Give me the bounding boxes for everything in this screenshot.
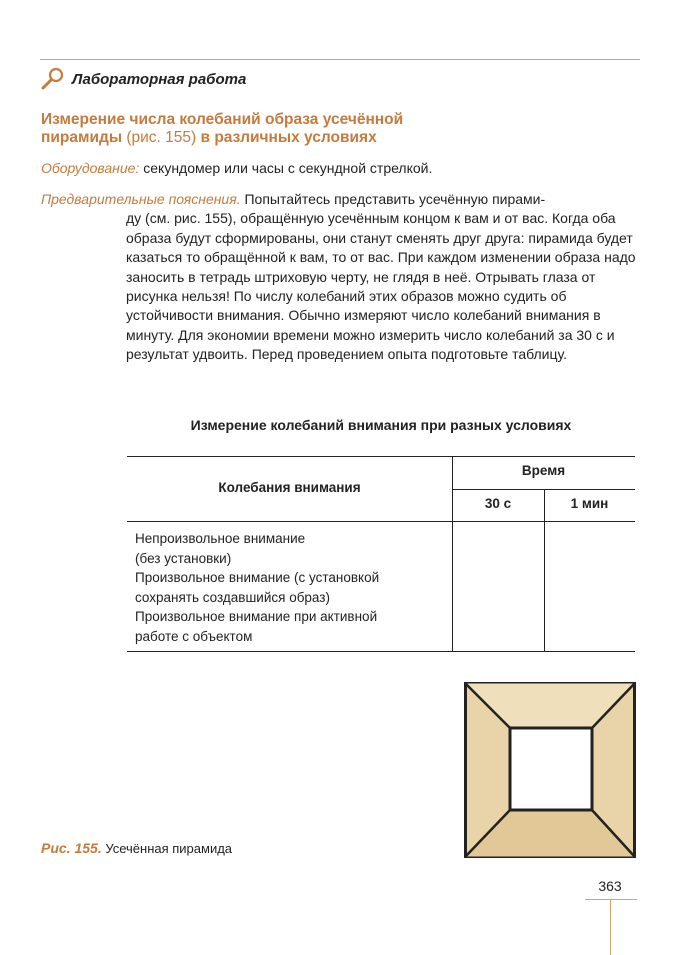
title-line-1: Измерение числа колебаний образа усечённой [41, 111, 404, 128]
row-line: работе с объектом [135, 628, 253, 644]
lab-title [41, 111, 601, 147]
lab-header [40, 64, 246, 94]
column-divider-1 [452, 456, 453, 652]
page-number-rule [585, 899, 637, 900]
table-title: Измерение колебаний внимания при разных условиях [190, 417, 572, 433]
caption-number: Рис. 155. [41, 840, 102, 856]
explanation-body: ду (см. рис. 155), обращённую усечённым концом к вам и от вас. Когда оба образа будут сформированы, они станут сменять друг друга: пирамида будет казаться то обращённой к вам, то от вас. При каждом изменении образа надо заносить в тетрадь штриховую черту, не глядя в неё. Отрывать глаза от рисунка нельзя! По числу колебаний этих образов можно судить об устойчивости внимания. Обычно измеряют число колебаний внимания в минуту. Для экономии времени можно измерить число колебаний за 30 с и результат удвоить. Перед проведением опыта подготовьте таблицу. [126, 210, 636, 363]
column-divider-2 [544, 489, 545, 652]
explanation-first-line [41, 190, 641, 209]
title-line-2-end: в различных условиях [196, 129, 377, 146]
figure-reference: (рис. 155) [126, 129, 197, 146]
explanation-first-text: Попытайтесь представить усечённую пирами- [244, 191, 546, 207]
truncated-pyramid-figure [464, 682, 636, 858]
page-number-tick [610, 900, 611, 955]
title-line-2-start: пирамиды [41, 129, 127, 146]
equipment-colon: : [135, 160, 140, 176]
attention-table [127, 456, 635, 652]
time-header: Время [521, 463, 566, 478]
top-rule [40, 59, 640, 60]
row-line: Произвольное внимание (с установкой [135, 570, 380, 585]
table-bottom-border [127, 651, 635, 652]
magnifier-icon [40, 66, 66, 92]
explanation-label: Предварительные пояснения. [41, 191, 241, 207]
row-header: Колебания внимания [218, 480, 361, 495]
figure-caption [41, 840, 232, 856]
header-bottom-border [127, 521, 635, 522]
section-label: Лабораторная работа [72, 70, 247, 88]
caption-text: Усечённая пирамида [105, 841, 233, 856]
pyramid-inner-square [510, 728, 592, 810]
equipment-paragraph [41, 160, 641, 176]
row-line: сохранять создавшийся образ) [135, 589, 330, 605]
equipment-label: Оборудование [41, 160, 136, 176]
row-labels [135, 529, 379, 646]
equipment-text: секундомер или часы с секундной стрелкой. [143, 160, 433, 176]
page-number: 363 [598, 878, 622, 894]
row-line: Непроизвольное внимание [135, 531, 306, 546]
row-line: Произвольное внимание при активной [135, 609, 378, 624]
title-line-2 [41, 129, 601, 147]
explanation-paragraph [41, 190, 641, 365]
table-top-border [127, 456, 635, 457]
row-line: (без установки) [135, 550, 232, 566]
col-30s-header: 30 с [484, 496, 512, 511]
col-1min-header: 1 мин [570, 496, 609, 511]
